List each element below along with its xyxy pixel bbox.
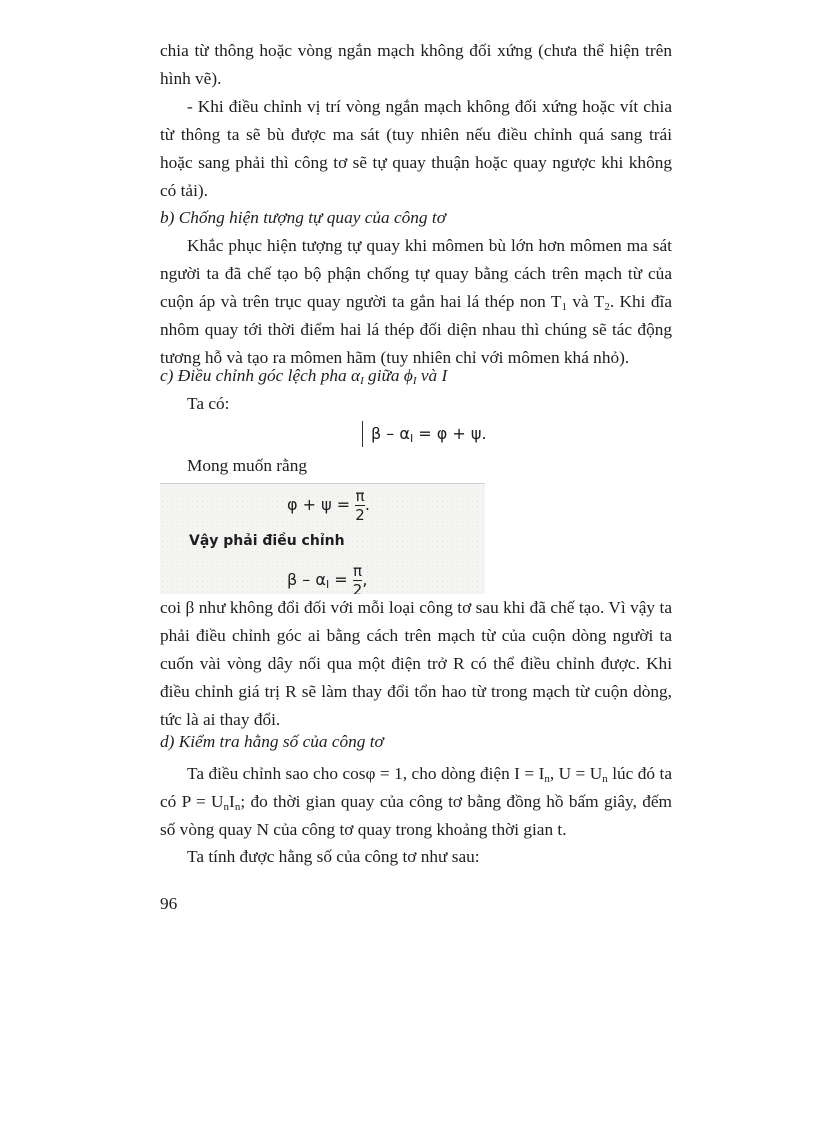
paragraph-3	[160, 232, 672, 372]
equation-2	[287, 488, 370, 523]
page-number: 96	[160, 894, 178, 913]
eq2-end: .	[364, 495, 370, 514]
equation-1	[362, 421, 487, 447]
eq3-end: ,	[362, 570, 368, 589]
denominator: 2	[355, 506, 365, 524]
heading-d: d) Kiểm tra hằng số của công tơ	[160, 732, 384, 751]
paragraph-7-text-c: lúc đó ta có P = U	[160, 764, 672, 811]
subscript: I	[360, 375, 364, 387]
numerator: π	[353, 563, 363, 580]
subscript: n	[602, 773, 608, 785]
inserted-equation-image	[160, 483, 485, 594]
inserted-label: Vậy phải điều chỉnh	[189, 533, 345, 549]
paragraph-3-text-c: . Khi đĩa nhôm quay tới thời điểm hai lá thép đối diện nhau thì chúng sẽ tác động tương hỗ và tạo ra mômen hãm (tuy nhiên chỉ với mômen khá nhỏ).	[160, 292, 673, 367]
paragraph-7	[160, 760, 672, 844]
paragraph-5: Mong muốn rằng	[187, 456, 307, 475]
subscript: I	[412, 375, 417, 387]
paragraph-7-text-b: , U = U	[549, 764, 603, 783]
subscript: 2	[604, 301, 610, 313]
paragraph-3-text-b: và T	[566, 292, 605, 311]
paragraph-7-text-e: ; đo thời gian quay của công tơ bằng đồng hồ bấm giây, đếm số vòng quay N của công tơ quay trong khoảng thời gian t.	[160, 792, 672, 839]
eq1-rest: = φ + ψ.	[413, 424, 487, 443]
paragraph-3-text-a: Khắc phục hiện tượng tự quay khi mômen bù lớn hơn mômen ma sát người ta đã chế tạo bộ phận chống tự quay bằng cách trên mạch từ của cuộn áp và trên trục quay người ta gắn hai lá thép non T	[160, 236, 672, 311]
subscript: n	[223, 801, 230, 813]
paragraph-7-text-d: I	[229, 792, 235, 811]
heading-c-text-a: c) Điều chỉnh góc lệch pha α	[160, 366, 361, 385]
paragraph-6: coi β như không đổi đối với mỗi loại công tơ sau khi đã chế tạo. Vì vậy ta phải điều chỉnh góc ai bằng cách trên mạch từ của cuộn dòng người ta cuốn vài vòng dây nối qua một điện trở R có thể điều chỉnh được. Khi điều chỉnh giá trị R sẽ làm thay đổi tổn hao từ trong mạch từ cuộn dòng, tức là ai thay đổi.	[160, 598, 672, 729]
eq1-lhs: β – α	[371, 424, 410, 443]
paragraph-1: chia từ thông hoặc vòng ngắn mạch không đối xứng (chưa thể hiện trên hình vẽ).	[160, 41, 672, 88]
equation-3	[287, 563, 367, 594]
eq3-lhs: β – α	[287, 570, 326, 589]
heading-c	[160, 362, 447, 390]
heading-c-text-c: và I	[416, 366, 448, 385]
paragraph-8: Ta tính được hằng số của công tơ như sau:	[187, 847, 480, 866]
subscript: I	[409, 432, 414, 445]
numerator: π	[355, 487, 365, 505]
fraction	[355, 488, 365, 523]
paragraph-4: Ta có:	[187, 394, 230, 413]
subscript: n	[234, 801, 241, 813]
subscript: I	[325, 578, 330, 591]
paragraph-7-text-a: Ta điều chỉnh sao cho cosφ = 1, cho dòng điện I = I	[187, 764, 545, 783]
heading-c-text-b: giữa ϕ	[363, 366, 413, 385]
eq3-mid: =	[329, 570, 353, 589]
subscript: n	[544, 773, 550, 785]
heading-b: b) Chống hiện tượng tự quay của công tơ	[160, 208, 446, 227]
fraction	[353, 563, 363, 594]
paragraph-2: - Khi điều chỉnh vị trí vòng ngắn mạch không đối xứng hoặc vít chia từ thông ta sẽ bù được ma sát (tuy nhiên nếu điều chỉnh quá sang trái hoặc sang phải thì công tơ sẽ tự quay thuận hoặc quay ngược khi không có tải).	[160, 97, 672, 200]
subscript: 1	[561, 301, 567, 313]
denominator: 2	[352, 581, 363, 594]
eq2-lhs: φ + ψ =	[287, 495, 356, 514]
